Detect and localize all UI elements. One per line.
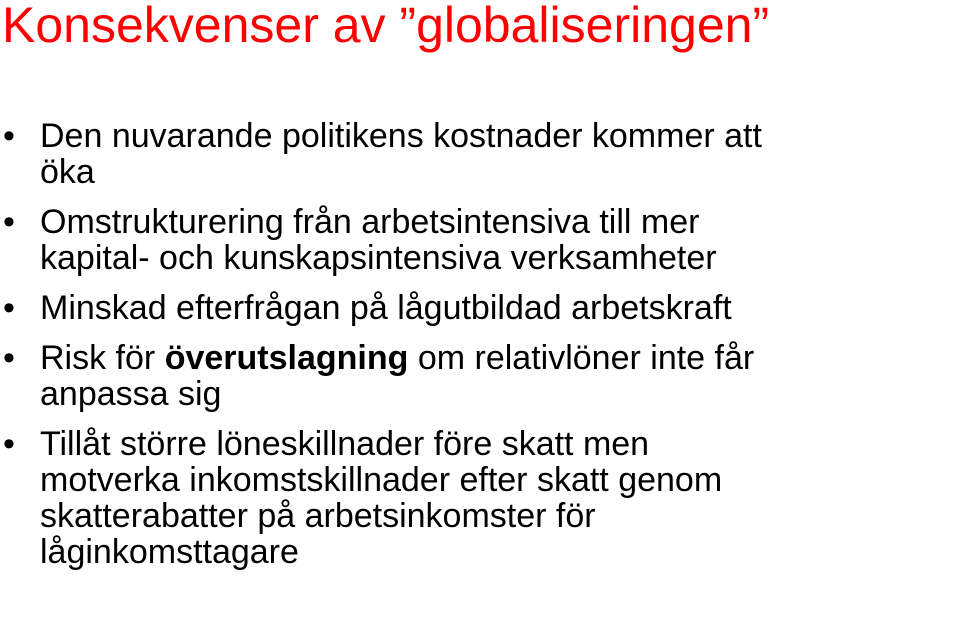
bullet-text-line: öka xyxy=(40,153,95,191)
bullet-item-5 xyxy=(0,426,959,570)
bullet-item-1 xyxy=(0,118,959,190)
bullet-text-segment: om relativlöner inte får xyxy=(408,339,755,377)
bullet-text-emphasis: överutslagning xyxy=(164,339,409,377)
bullet-text-line xyxy=(40,340,959,376)
bullet-list xyxy=(0,118,959,584)
bullet-item-2 xyxy=(0,204,959,276)
bullet-dot-icon: • xyxy=(3,339,15,377)
bullet-text-line: låginkomsttagare xyxy=(40,533,299,571)
bullet-dot-icon: • xyxy=(3,289,15,327)
bullet-item-3 xyxy=(0,290,959,326)
bullet-text-line: Tillåt större löneskillnader före skatt men xyxy=(40,425,650,463)
bullet-text-segment: Risk för xyxy=(40,339,165,377)
bullet-dot-icon: • xyxy=(3,425,15,463)
bullet-dot-icon: • xyxy=(3,117,15,155)
bullet-dot-icon: • xyxy=(3,203,15,241)
bullet-text-line: kapital- och kunskapsintensiva verksamheter xyxy=(40,239,717,277)
bullet-text-line: Den nuvarande politikens kostnader kommer att xyxy=(40,117,762,155)
bullet-item-4 xyxy=(0,340,959,412)
bullet-text-line: Minskad efterfrågan på lågutbildad arbetskraft xyxy=(40,289,732,327)
bullet-text-line: Omstrukturering från arbetsintensiva till mer xyxy=(40,203,700,241)
bullet-text-line: motverka inkomstskillnader efter skatt genom xyxy=(40,461,723,499)
bullet-text-line: skatterabatter på arbetsinkomster för xyxy=(40,497,596,535)
slide-title: Konsekvenser av ”globaliseringen” xyxy=(2,0,770,53)
bullet-text-line: anpassa sig xyxy=(40,375,222,413)
